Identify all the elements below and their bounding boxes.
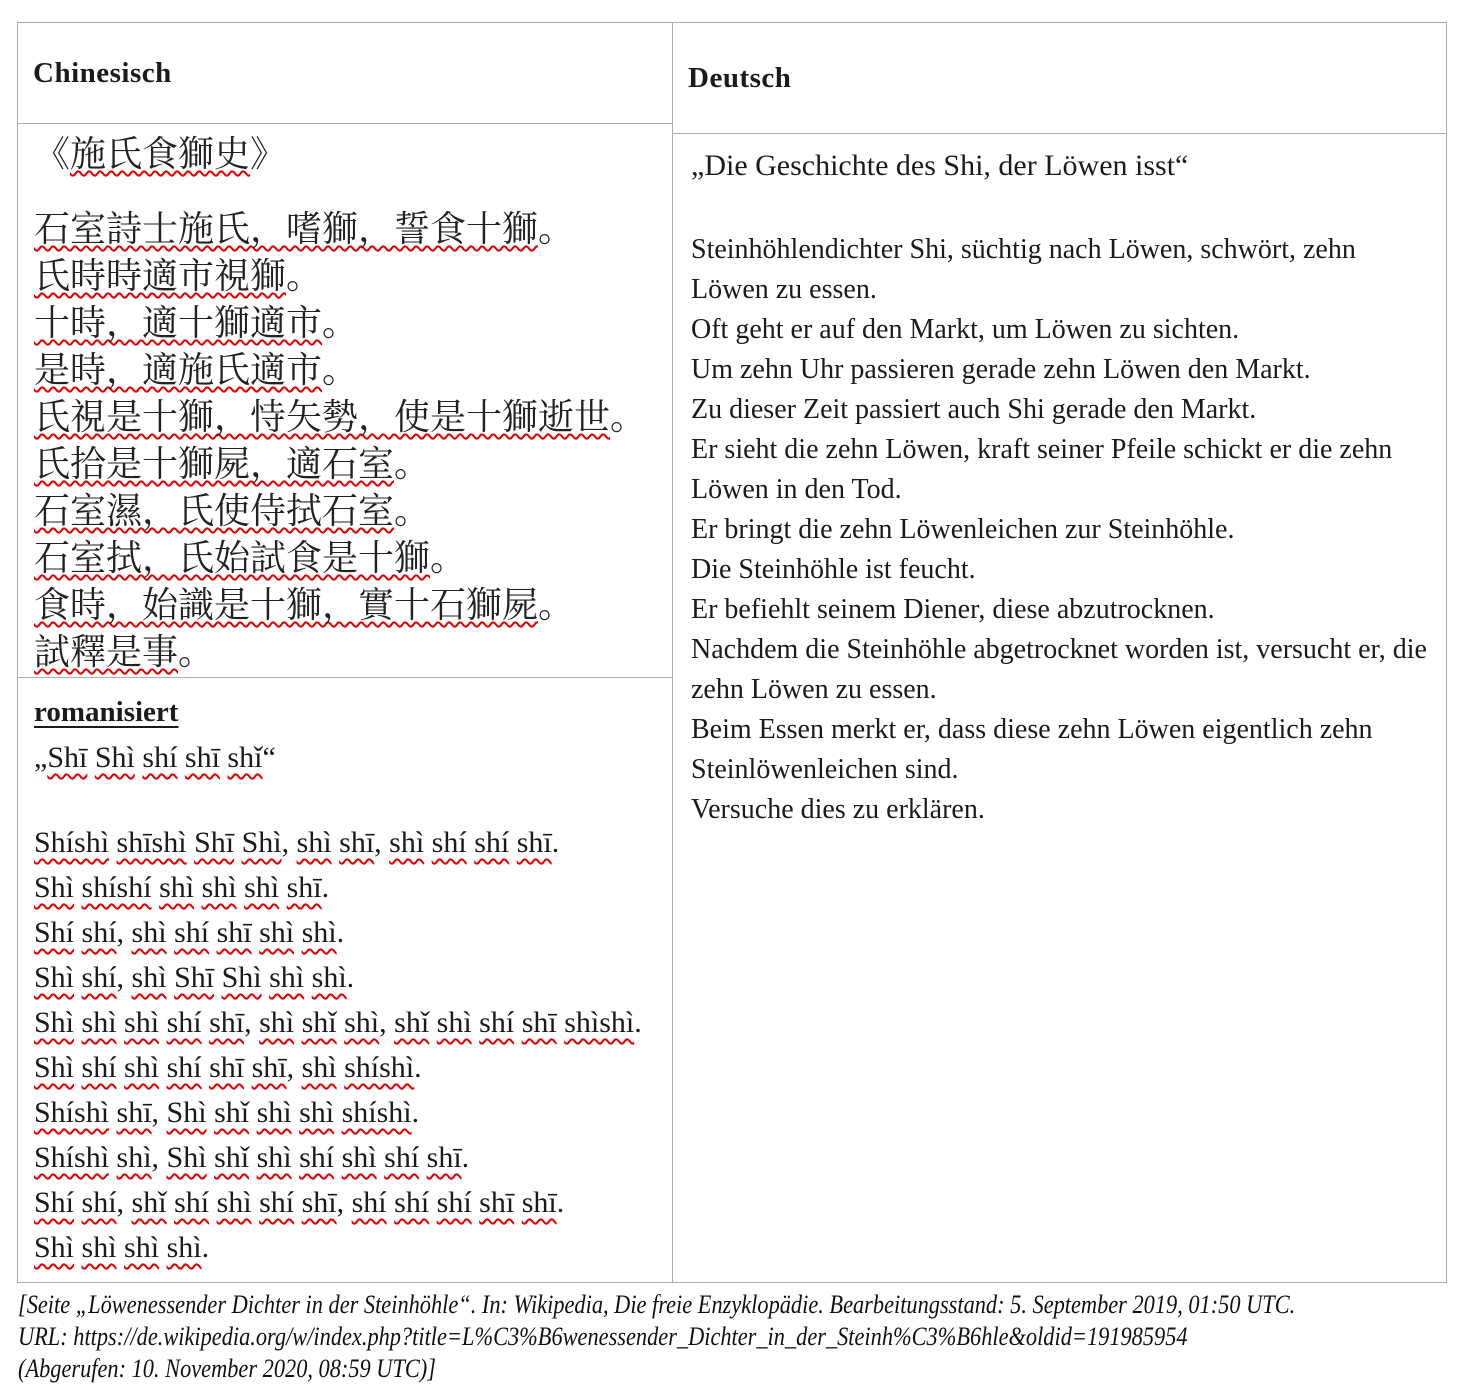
- german-lines: [691, 230, 1428, 830]
- german-line: Zu dieser Zeit passiert auch Shi gerade den Markt.: [691, 394, 1257, 425]
- romanized-line: Shì shì shì shì.: [34, 1231, 210, 1264]
- romanized-line: Shì shí, shì Shī Shì shì shì.: [34, 961, 355, 994]
- german-line: Oft geht er auf den Markt, um Löwen zu sichten.: [691, 314, 1240, 345]
- chinese-poem-cell: [18, 124, 672, 678]
- german-line: Versuche dies zu erklären.: [691, 794, 985, 825]
- chinese-poem-line: 是時，適施氏適市。: [34, 350, 359, 391]
- chinese-poem-line: 石室拭，氏始試食是十獅。: [34, 538, 467, 579]
- citation-line: (Abgerufen: 10. November 2020, 08:59 UTC)]: [18, 1354, 436, 1383]
- citation-line: [Seite „Löwenessender Dichter in der Steinhöhle“. In: Wikipedia, Die freie Enzyklopädie. Bearbeitungsstand: 5. September 2019, 01:50 UTC.: [18, 1290, 1296, 1319]
- romanized-line: Shíshì shīshì Shī Shì, shì shī, shì shí shí shī.: [34, 826, 560, 859]
- german-translation-cell: [673, 134, 1446, 1282]
- chinese-poem-line: 食時，始識是十獅，實十石獅屍。: [34, 585, 575, 626]
- romanized-line: Shíshì shī, Shì shǐ shì shì shíshì.: [34, 1096, 420, 1129]
- chinese-poem-title: 《施氏食獅史》: [34, 134, 287, 175]
- chinese-poem-line: 氏時時適市視獅。: [34, 256, 323, 297]
- german-title: „Die Geschichte des Shi, der Löwen isst“: [691, 149, 1189, 182]
- romanized-line: Shí shí, shǐ shí shì shí shī, shí shí shí shī shī.: [34, 1186, 565, 1219]
- romanized-line: Shì shí shì shí shī shī, shì shíshì.: [34, 1051, 422, 1084]
- chinese-poem-line: 試釋是事。: [34, 632, 215, 673]
- german-line: Er befiehlt seinem Diener, diese abzutrocknen.: [691, 594, 1215, 625]
- romanized-lines: [34, 820, 656, 1270]
- romanized-cell: [18, 678, 672, 1282]
- romanized-line: Shì shì shì shí shī, shì shǐ shì, shǐ shì shí shī shìshì.: [34, 1006, 642, 1039]
- chinese-poem-line: 十時，適十獅適市。: [34, 303, 359, 344]
- german-line: Um zehn Uhr passieren gerade zehn Löwen den Markt.: [691, 354, 1311, 385]
- column-header-chinesisch-label: Chinesisch: [33, 56, 172, 89]
- german-line: Beim Essen merkt er, dass diese zehn Löwen eigentlich zehn Steinlöwenleichen sind.: [691, 714, 1373, 785]
- romanized-heading: romanisiert: [34, 696, 179, 728]
- german-line: Er sieht die zehn Löwen, kraft seiner Pfeile schickt er die zehn Löwen in den Tod.: [691, 434, 1393, 505]
- german-line: Steinhöhlendichter Shi, süchtig nach Löwen, schwört, zehn Löwen zu essen.: [691, 234, 1356, 305]
- column-header-chinesisch: [18, 23, 672, 124]
- column-header-deutsch: [673, 23, 1446, 134]
- column-header-deutsch-label: Deutsch: [688, 61, 792, 94]
- german-line: Er bringt die zehn Löwenleichen zur Steinhöhle.: [691, 514, 1235, 545]
- chinese-poem-line: 氏視是十獅，恃矢勢，使是十獅逝世。: [34, 397, 647, 438]
- german-line: Nachdem die Steinhöhle abgetrocknet worden ist, versucht er, die zehn Löwen zu essen.: [691, 634, 1427, 705]
- translation-table: [17, 22, 1447, 1283]
- citation-footer: [18, 1289, 1466, 1385]
- chinese-poem-lines: [34, 206, 656, 676]
- romanized-line: Shíshì shì, Shì shǐ shì shí shì shí shī.: [34, 1141, 470, 1174]
- chinese-poem-line: 石室詩士施氏，嗜獅，誓食十獅。: [34, 209, 575, 250]
- romanized-line: Shì shíshí shì shì shì shī.: [34, 871, 330, 904]
- romanized-title: „Shī Shì shí shī shǐ“: [34, 741, 276, 774]
- chinese-poem-line: 石室濕，氏使侍拭石室。: [34, 491, 431, 532]
- german-line: Die Steinhöhle ist feucht.: [691, 554, 976, 585]
- column-german: [672, 23, 1446, 1282]
- column-chinese: [18, 23, 672, 1282]
- romanized-line: Shí shí, shì shí shī shì shì.: [34, 916, 345, 949]
- chinese-poem-line: 氏拾是十獅屍，適石室。: [34, 444, 431, 485]
- citation-line: URL: https://de.wikipedia.org/w/index.php?title=L%C3%B6wenessender_Dichter_in_der_Steinh%C3%B6hle&oldid=191985954: [18, 1322, 1188, 1351]
